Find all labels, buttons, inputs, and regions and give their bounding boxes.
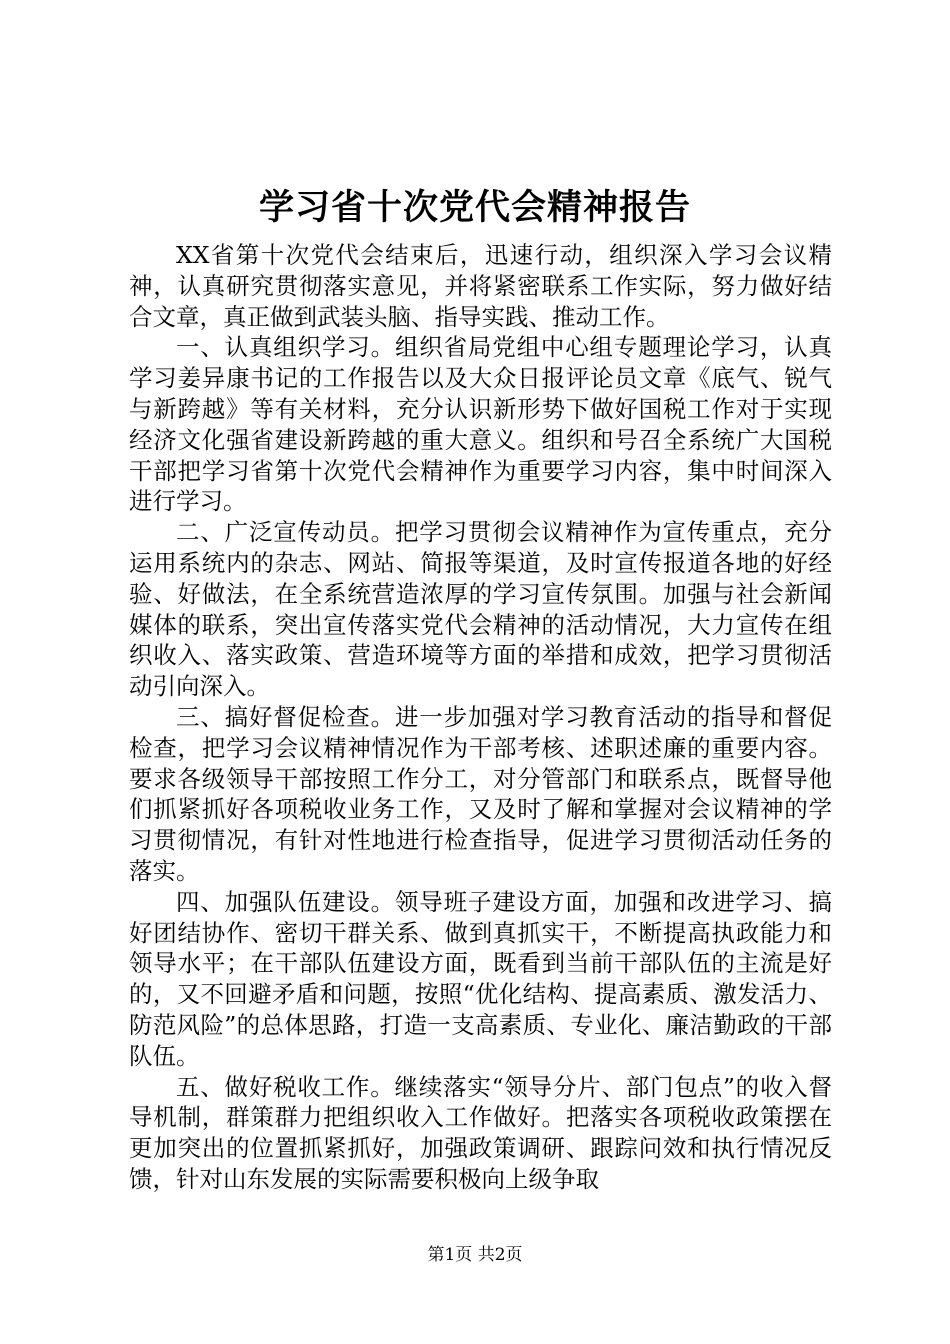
page-title: 学习省十次党代会精神报告 [258, 187, 691, 228]
paragraph-team-building: 四、加强队伍建设。领导班子建设方面，加强和改进学习、搞好团结协作、密切干群关系、做到真抓实干，不断提高执政能力和领导水平；在干部队伍建设方面，既看到当前干部队伍的主流是好的，又不回避矛盾和问题，按照“优化结构、提高素质、激发活力、防范风险”的总体思路，打造一支高素质、专业化、廉洁勤政的干部队伍。 [129, 887, 832, 1070]
paragraph-intro: XX省第十次党代会结束后，迅速行动，组织深入学习会议精神，认真研究贯彻落实意见，并将紧密联系工作实际，努力做好结合文章，真正做到武装头脑、指导实践、推动工作。 [129, 241, 832, 331]
page-number-footer: 第1页 共2页 [427, 1245, 523, 1265]
paragraph-publicity: 二、广泛宣传动员。把学习贯彻会议精神作为宣传重点，充分运用系统内的杂志、网站、简报等渠道，及时宣传报道各地的好经验、好做法，在全系统营造浓厚的学习宣传氛围。加强与社会新闻媒体的联系，突出宣传落实党代会精神的活动情况，大力宣传在组织收入、落实政策、营造环境等方面的举措和成效，把学习贯彻活动引向深入。 [129, 518, 832, 701]
paragraph-supervision: 三、搞好督促检查。进一步加强对学习教育活动的指导和督促检查，把学习会议精神情况作为干部考核、述职述廉的重要内容。要求各级领导干部按照工作分工，对分管部门和联系点，既督导他们抓紧抓好各项税收业务工作，又及时了解和掌握对会议精神的学习贯彻情况，有针对性地进行检查指导，促进学习贯彻活动任务的落实。 [129, 702, 832, 885]
document-body [129, 240, 832, 1195]
paragraph-study: 一、认真组织学习。组织省局党组中心组专题理论学习，认真学习姜异康书记的工作报告以及大众日报评论员文章《底气、锐气与新跨越》等有关材料，充分认识新形势下做好国税工作对于实现经济文化强省建设新跨越的重大意义。组织和号召全系统广大国税干部把学习省第十次党代会精神作为重要学习内容，集中时间深入进行学习。 [129, 333, 832, 516]
paragraph-tax-work: 五、做好税收工作。继续落实“领导分片、部门包点”的收入督导机制，群策群力把组织收入工作做好。把落实各项税收政策摆在更加突出的位置抓紧抓好，加强政策调研、跟踪问效和执行情况反馈，针对山东发展的实际需要积极向上级争取 [129, 1072, 832, 1193]
